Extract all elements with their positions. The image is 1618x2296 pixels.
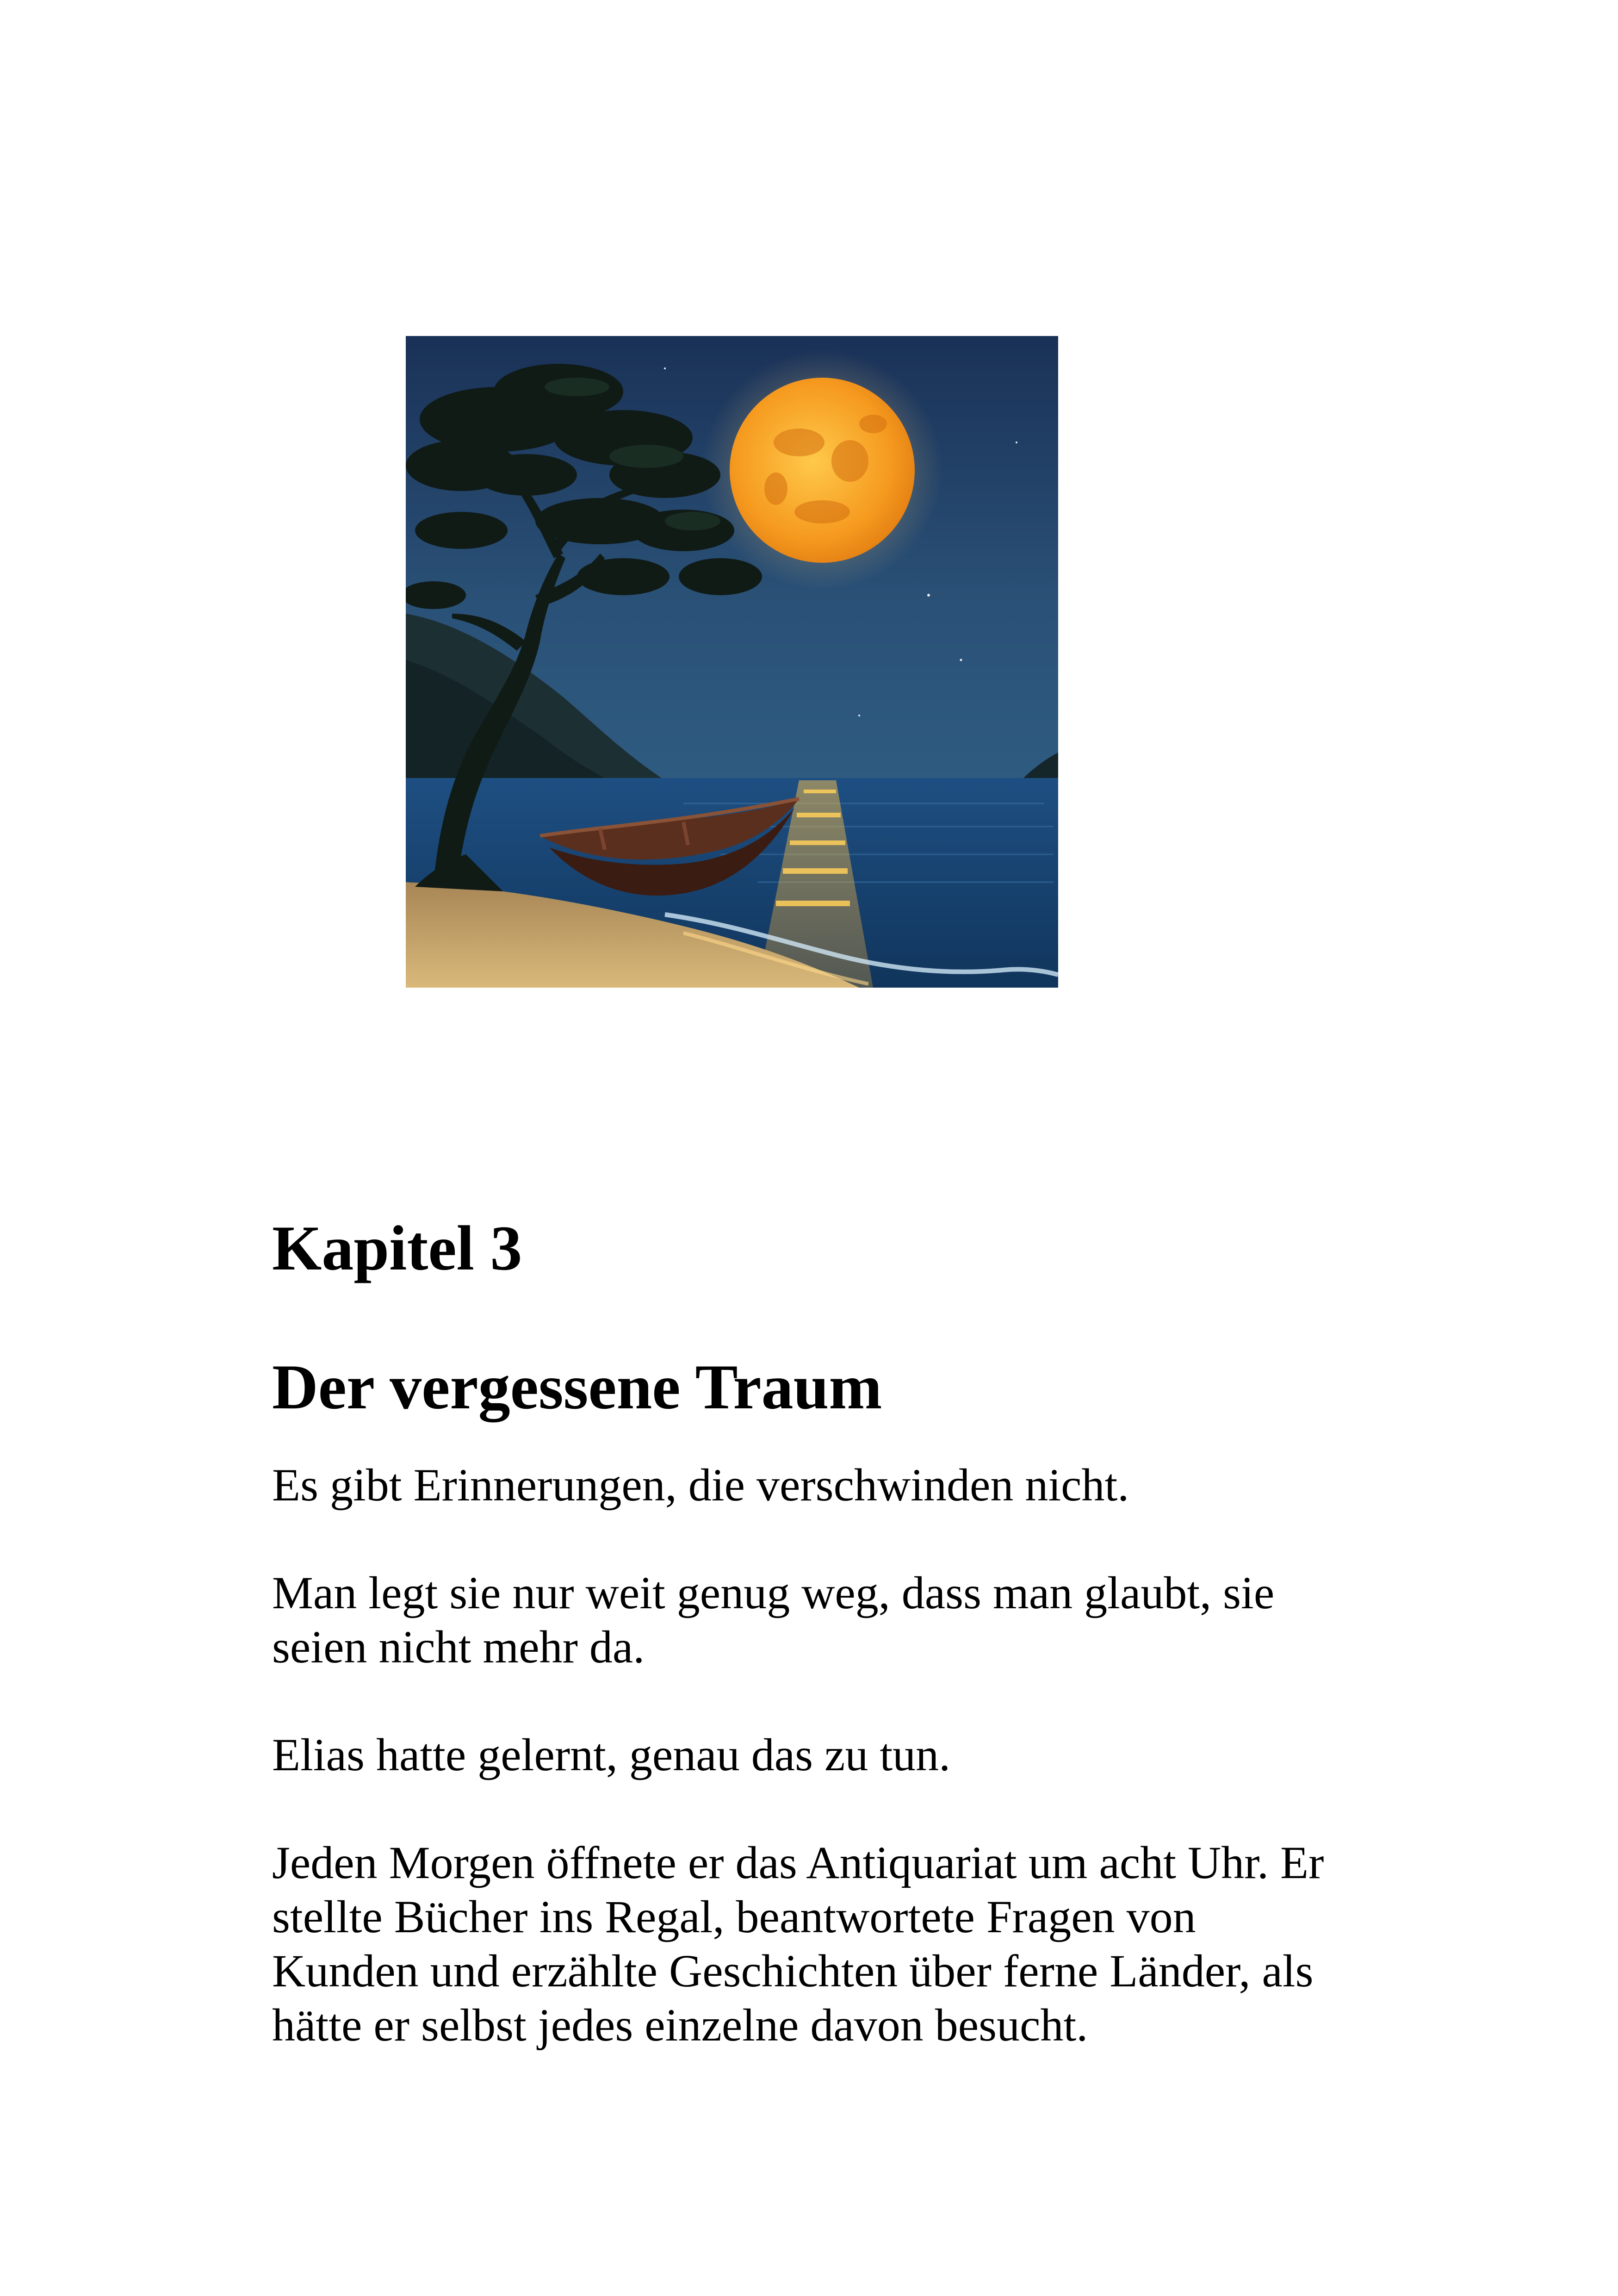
paragraph (272, 1566, 1355, 1674)
text-line: seien nicht mehr da. (272, 1621, 645, 1673)
text-line: hätte er selbst jedes einzelne davon besucht. (272, 1999, 1088, 2051)
moonlit-beach-illustration (406, 336, 1058, 988)
text-line: Man legt sie nur weit genug weg, dass man glaubt, sie (272, 1567, 1275, 1618)
paragraph (272, 1728, 1355, 1782)
text-line: Kunden und erzählte Geschichten über ferne Länder, als (272, 1945, 1314, 1997)
text-line: Elias hatte gelernt, genau das zu tun. (272, 1729, 951, 1780)
text-line: Es gibt Erinnerungen, die verschwinden nicht. (272, 1459, 1129, 1511)
paragraph (272, 1836, 1355, 2052)
paragraph (272, 1458, 1355, 1512)
chapter-body (272, 1458, 1355, 2106)
chapter-number: Kapitel 3 (272, 1213, 522, 1283)
moon (730, 378, 915, 563)
text-line: stellte Bücher ins Regal, beantwortete Fragen von (272, 1891, 1196, 1942)
chapter-title: Der vergessene Traum (272, 1351, 882, 1422)
text-line: Jeden Morgen öffnete er das Antiquariat um acht Uhr. Er (272, 1837, 1324, 1888)
